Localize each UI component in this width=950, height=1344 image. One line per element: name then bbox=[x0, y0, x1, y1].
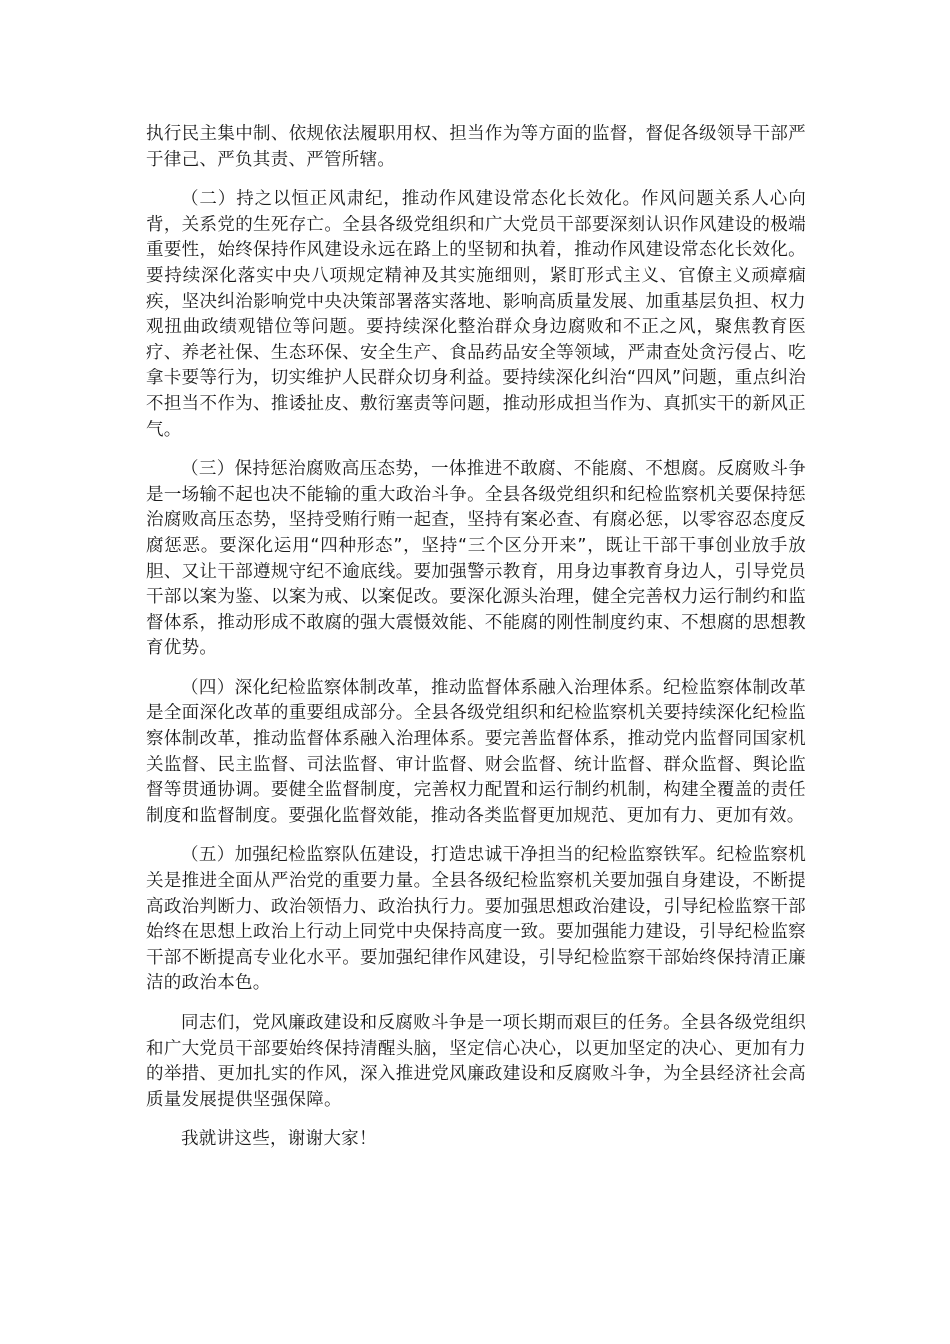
paragraph-section-4: （四）深化纪检监察体制改革，推动监督体系融入治理体系。纪检监察体制改革是全面深化改革的重要组成部分。全县各级党组织和纪检监察机关要持续深化纪检监察体制改革，推动监督体系融入治理体系。要完善监督体系，推动党内监督同国家机关监督、民主监督、司法监督、审计监督、财会监督、统计监督、群众监督、舆论监督等贯通协调。要健全监督制度，完善权力配置和运行制约机制，构建全覆盖的责任制度和监督制度。要强化监督效能，推动各类监督更加规范、更加有力、更加有效。 bbox=[146, 677, 806, 826]
paragraph-continuation: 执行民主集中制、依规依法履职用权、担当作为等方面的监督，督促各级领导干部严于律己、严负其责、严管所辖。 bbox=[146, 124, 806, 170]
document-body bbox=[146, 122, 806, 1167]
paragraph-section-3: （三）保持惩治腐败高压态势，一体推进不敢腐、不能腐、不想腐。反腐败斗争是一场输不起也决不能输的重大政治斗争。全县各级党组织和纪检监察机关要保持惩治腐败高压态势，坚持受贿行贿一起查，坚持有案必查、有腐必惩，以零容忍态度反腐惩恶。要深化运用“四种形态”，坚持“三个区分开来”，既让干部干事创业放手放胆、又让干部遵规守纪不逾底线。要加强警示教育，用身边事教育身边人，引导党员干部以案为鉴、以案为戒、以案促改。要深化源头治理，健全完善权力运行制约和监督体系，推动形成不敢腐的强大震慑效能、不能腐的刚性制度约束、不想腐的思想教育优势。 bbox=[146, 459, 806, 659]
paragraph-section-2: （二）持之以恒正风肃纪，推动作风建设常态化长效化。作风问题关系人心向背，关系党的生死存亡。全县各级党组织和广大党员干部要深刻认识作风建设的极端重要性，始终保持作风建设永远在路上的坚韧和执着，推动作风建设常态化长效化。要持续深化落实中央八项规定精神及其实施细则，紧盯形式主义、官僚主义顽瘴痼疾，坚决纠治影响党中央决策部署落实落地、影响高质量发展、加重基层负担、权力观扭曲政绩观错位等问题。要持续深化整治群众身边腐败和不正之风，聚焦教育医疗、养老社保、生态环保、安全生产、食品药品安全等领域，严肃查处贪污侵占、吃拿卡要等行为，切实维护人民群众切身利益。要持续深化纠治“四风”问题，重点纠治不担当不作为、推诿扯皮、敷衍塞责等问题，推动形成担当作为、真抓实干的新风正气。 bbox=[146, 189, 806, 440]
paragraph-section-5: （五）加强纪检监察队伍建设，打造忠诚干净担当的纪检监察铁军。纪检监察机关是推进全面从严治党的重要力量。全县各级纪检监察机关要加强自身建设，不断提高政治判断力、政治领悟力、政治执行力。要加强思想政治建设，引导纪检监察干部始终在思想上政治上行动上同党中央保持高度一致。要加强能力建设，引导纪检监察干部不断提高专业化水平。要加强纪律作风建设，引导纪检监察干部始终保持清正廉洁的政治本色。 bbox=[146, 845, 806, 994]
paragraph-closing: 我就讲这些，谢谢大家！ bbox=[181, 1129, 377, 1150]
paragraph-conclusion: 同志们，党风廉政建设和反腐败斗争是一项长期而艰巨的任务。全县各级党组织和广大党员干部要始终保持清醒头脑，坚定信心决心，以更加坚定的决心、更加有力的举措、更加扎实的作风，深入推进党风廉政建设和反腐败斗争，为全县经济社会高质量发展提供坚强保障。 bbox=[146, 1013, 806, 1110]
